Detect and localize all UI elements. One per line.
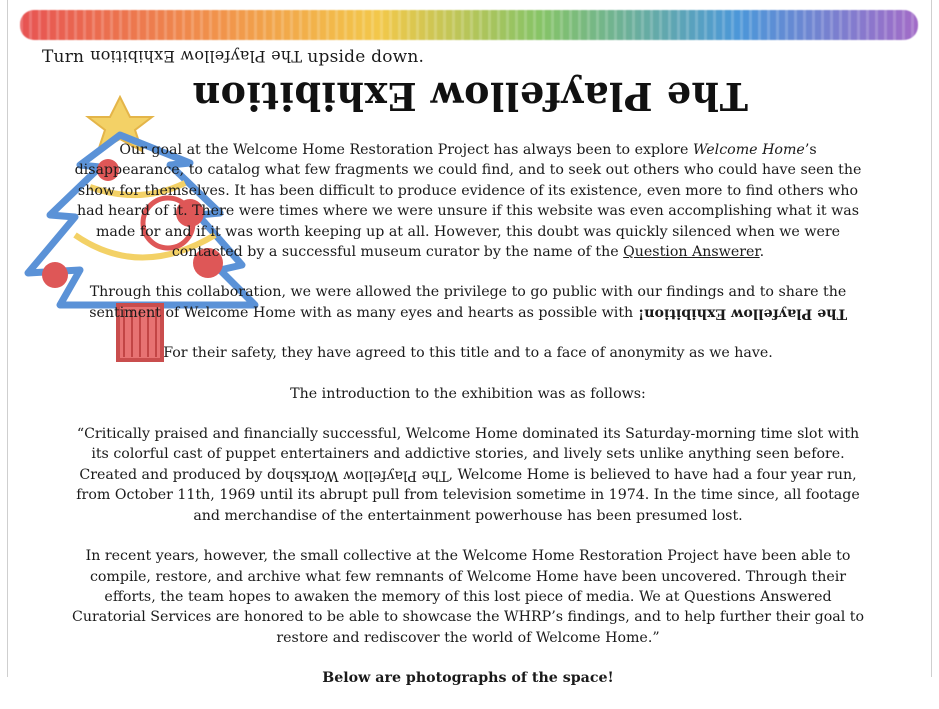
- intro-text-end: .: [759, 244, 765, 261]
- recent-years-paragraph: In recent years, however, the small collective at the Welcome Home Restoration Project have been able to compile, restore, and archive what few remnants of Welcome Home have been uncovered. Through their efforts, the team hopes to awaken the memory of this lost piece of media. We at Questions Answered Curatorial Services are honored to be able to showcase the WHRP’s findings, and to help further their goal to restore and rediscover the world of Welcome Home.”: [71, 548, 865, 646]
- hint-suffix: upside down.: [307, 47, 425, 67]
- intro-text-middle: ’s disappearance, to catalog what few fragments we could find, and to seek out others who could have seen the show for themselves. It has been difficult to produce evidence of its existence, even more to find others who had heard of it. There were times where we were unsure if this website was even accomplishing what it was made for and if it was worth keeping up at all. However, this doubt was quickly silenced when we were contacted by a successful museum curator by the name of the: [74, 142, 862, 261]
- introduction-lead: The introduction to the exhibition was as follows:: [290, 385, 646, 402]
- collaboration-paragraph: [68, 282, 868, 323]
- exhibition-description: [68, 140, 868, 709]
- exhibition-name-flipped: [638, 303, 847, 323]
- intro-text-start: Our goal at the Welcome Home Restoration Project has always been to explore: [119, 142, 693, 158]
- quote-text-end: , Welcome Home is believed to have had a four year run, from October 11th, 1969 until its abrupt pull from television sometime in 1974. In the time since, all footage and merchandise of the entertainment powerhouse has been presumed lost.: [76, 466, 860, 524]
- rainbow-banner: [20, 10, 918, 40]
- hint-flipped-text: The Playfellow Exhibition: [89, 47, 302, 66]
- collaboration-text: Through this collaboration, we were allowed the privilege to go public with our findings and to share the sentiment of Welcome Home with as many eyes and hearts as possible with: [89, 284, 847, 321]
- exhibition-name-punct: !: [637, 305, 644, 322]
- exhibition-quote: [68, 424, 868, 526]
- intro-paragraph: [68, 140, 868, 262]
- page-title: The Playfellow Exhibition: [192, 74, 748, 119]
- hint-prefix: Turn: [42, 47, 85, 67]
- show-title-italic: Welcome Home: [692, 142, 805, 158]
- flip-hint: [42, 47, 424, 67]
- question-answerer-link[interactable]: Question Answerer: [623, 244, 760, 261]
- exhibition-name-text: The Playfellow Exhibition: [643, 305, 847, 322]
- workshop-name-flipped: The Playfellow Workshop: [266, 467, 449, 484]
- photographs-heading: Below are photographs of the space!: [322, 670, 614, 687]
- quote-text-start: “Critically praised and financially successful, Welcome Home dominated its Saturday-morning time slot with its colorful cast of puppet entertainers and addictive stories, and lively sets unlike anything seen before. Created and produced by: [76, 426, 860, 483]
- safety-paragraph: For their safety, they have agreed to this title and to a face of anonymity as we have.: [163, 345, 773, 362]
